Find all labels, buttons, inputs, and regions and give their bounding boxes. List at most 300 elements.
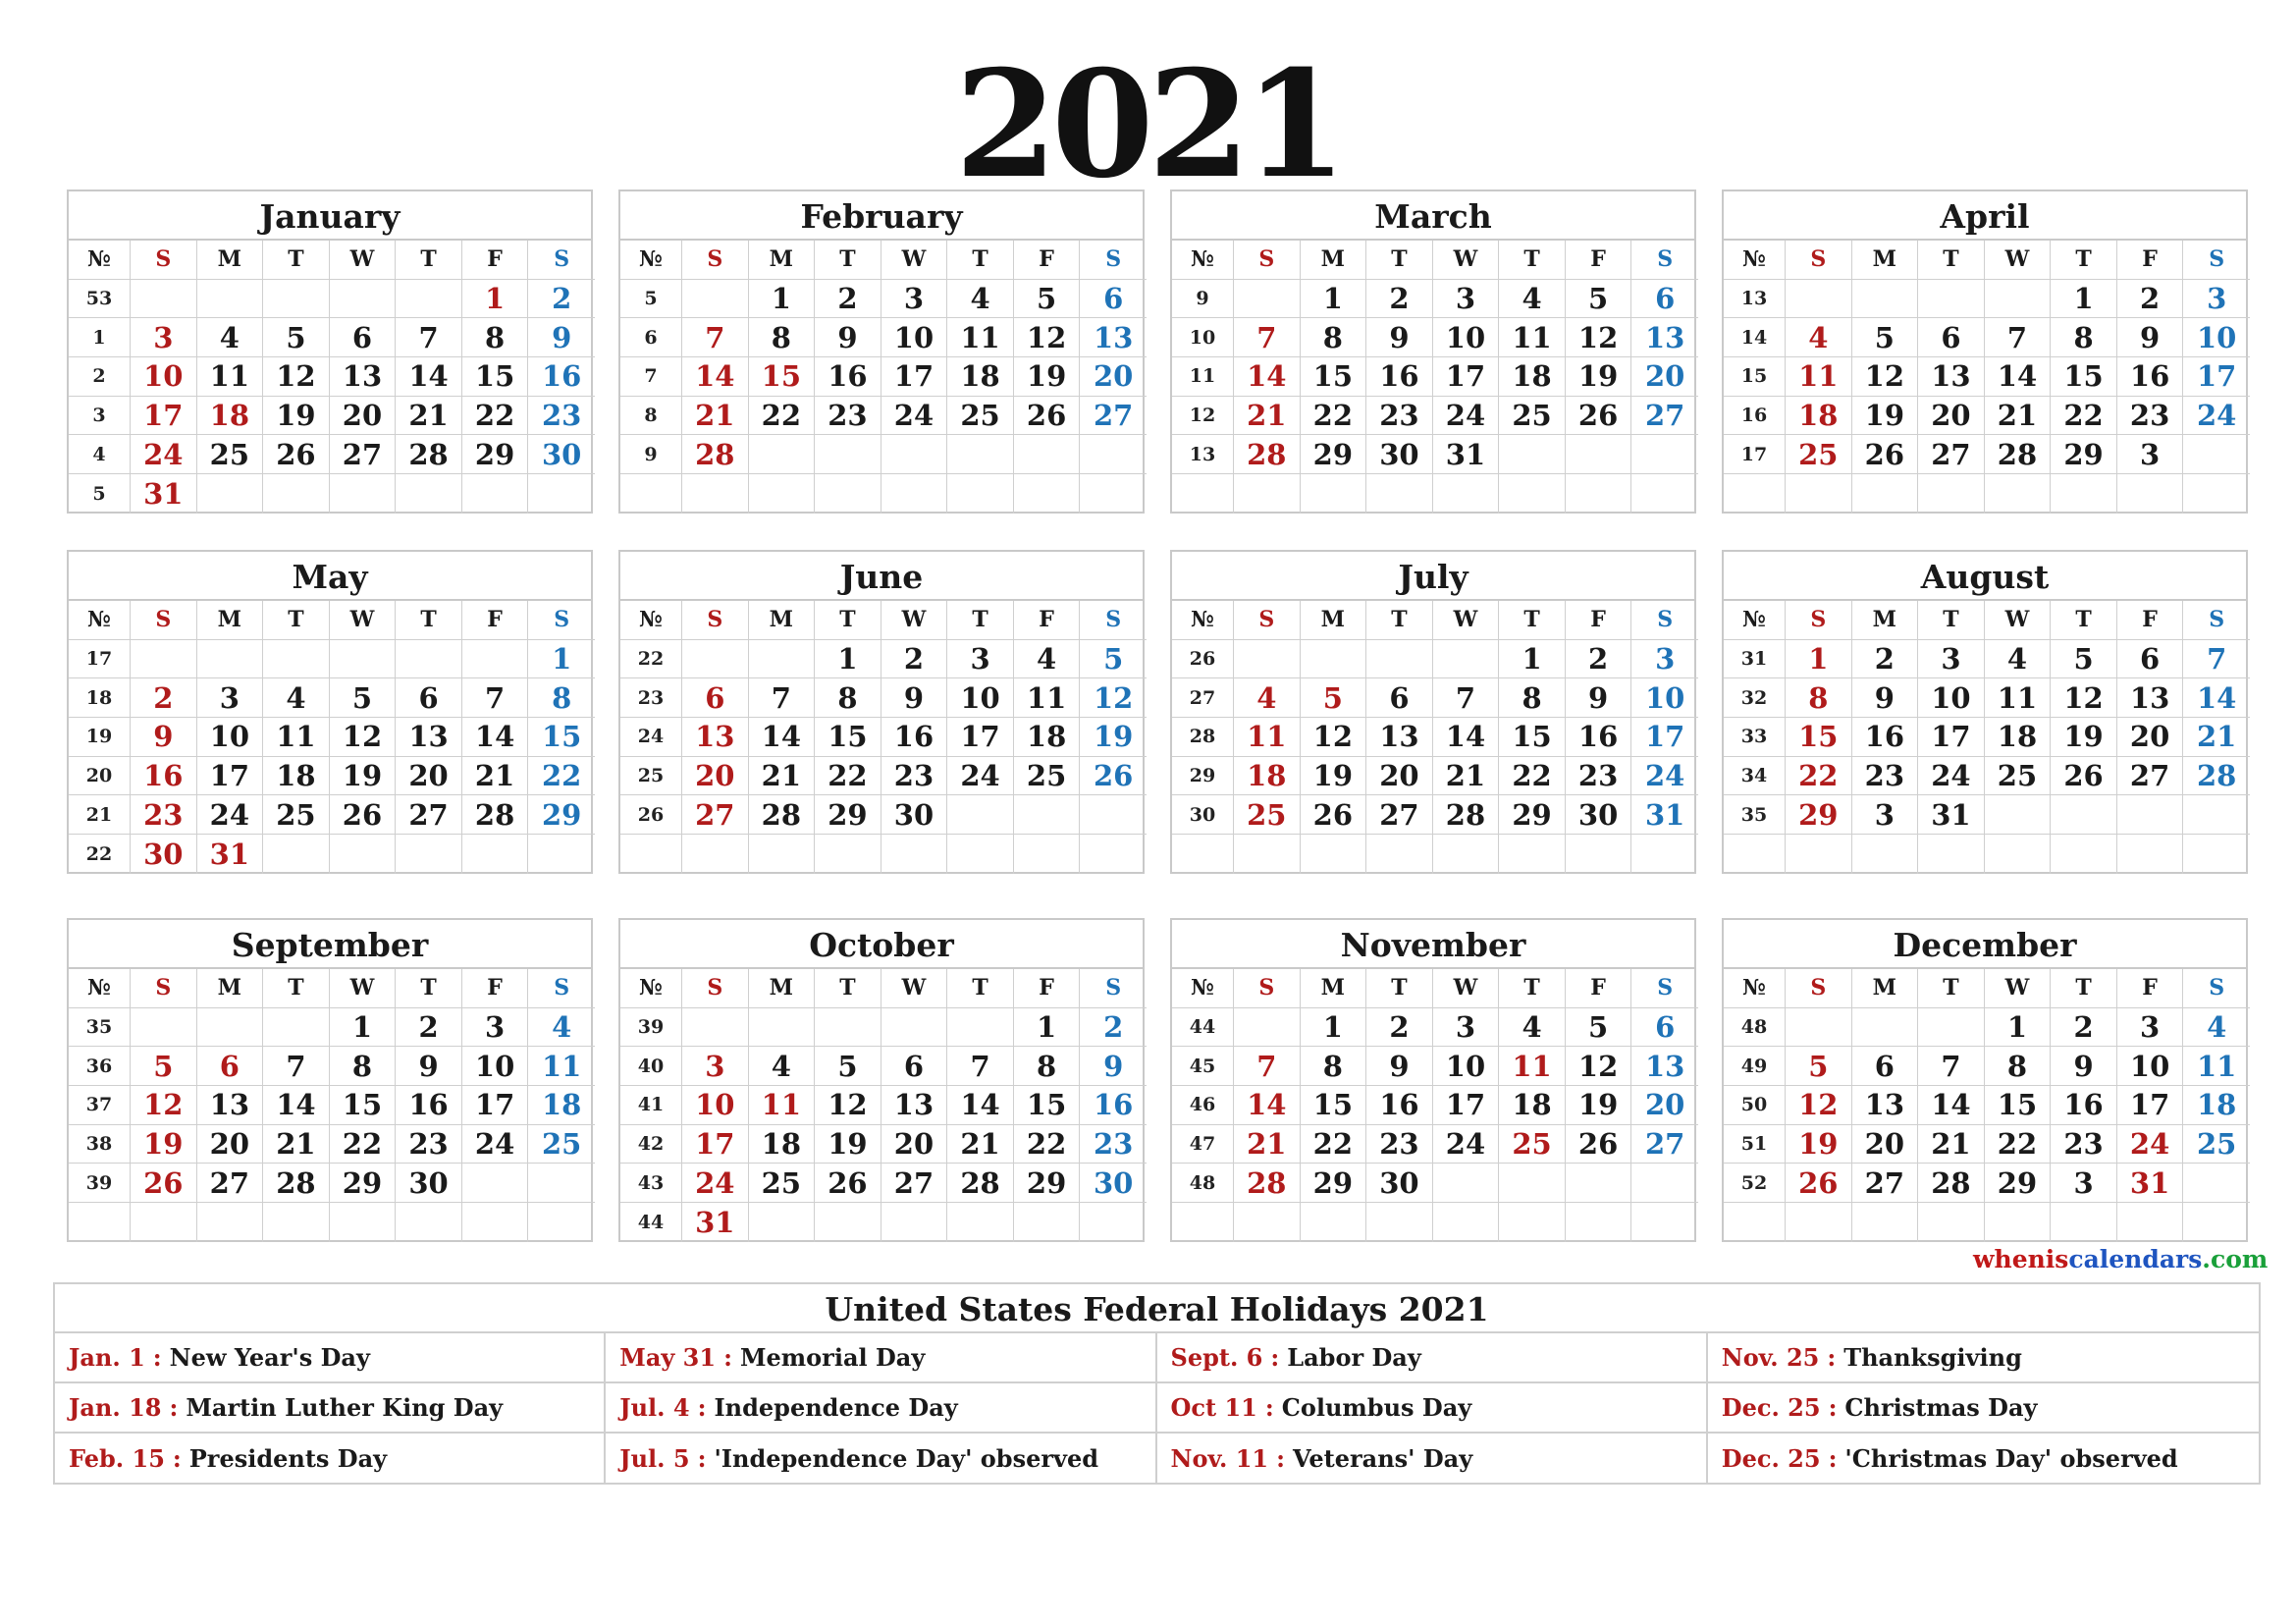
weekday-header: S bbox=[528, 241, 595, 280]
weekday-header: T bbox=[263, 601, 330, 640]
day-cell: 26 bbox=[131, 1164, 197, 1203]
day-cell: 23 bbox=[1366, 1125, 1433, 1164]
day-cell: 22 bbox=[749, 397, 816, 436]
weekday-header: S bbox=[1234, 601, 1301, 640]
week-number: 7 bbox=[620, 357, 682, 397]
day-cell: 26 bbox=[815, 1164, 881, 1203]
weekday-header: S bbox=[682, 601, 749, 640]
day-cell: 19 bbox=[2051, 718, 2117, 757]
day-cell: 12 bbox=[131, 1086, 197, 1125]
holiday-name: Labor Day bbox=[1287, 1343, 1421, 1372]
week-number: 50 bbox=[1724, 1086, 1786, 1125]
day-cell bbox=[131, 280, 197, 319]
day-cell: 19 bbox=[1566, 1086, 1632, 1125]
weekday-header: F bbox=[1566, 601, 1632, 640]
day-cell: 30 bbox=[131, 835, 197, 874]
day-cell: 19 bbox=[1852, 397, 1919, 436]
day-cell bbox=[396, 640, 462, 679]
day-cell bbox=[749, 1203, 816, 1242]
day-cell bbox=[131, 640, 197, 679]
day-cell: 23 bbox=[396, 1125, 462, 1164]
week-number: 23 bbox=[620, 678, 682, 718]
day-cell: 14 bbox=[462, 718, 529, 757]
day-cell: 26 bbox=[1852, 435, 1919, 474]
day-cell: 1 bbox=[528, 640, 595, 679]
month-november bbox=[1170, 918, 1696, 1242]
day-cell bbox=[1852, 474, 1919, 514]
weekday-header: W bbox=[330, 969, 397, 1008]
weekday-header: S bbox=[1234, 241, 1301, 280]
week-number: 40 bbox=[620, 1047, 682, 1086]
day-cell: 5 bbox=[1786, 1047, 1852, 1086]
holiday-date: May 31 bbox=[619, 1343, 717, 1372]
day-cell: 13 bbox=[1366, 718, 1433, 757]
weekday-header: F bbox=[1014, 969, 1081, 1008]
day-cell: 31 bbox=[2117, 1164, 2184, 1203]
month-grid bbox=[620, 241, 1143, 514]
day-cell: 19 bbox=[1566, 357, 1632, 397]
day-cell bbox=[1234, 474, 1301, 514]
day-cell: 16 bbox=[396, 1086, 462, 1125]
day-cell bbox=[1080, 1203, 1147, 1242]
day-cell: 9 bbox=[1566, 678, 1632, 718]
week-number: 13 bbox=[1172, 435, 1234, 474]
day-cell: 27 bbox=[2117, 757, 2184, 796]
day-cell: 9 bbox=[1080, 1047, 1147, 1086]
day-cell bbox=[1985, 474, 2052, 514]
day-cell: 19 bbox=[131, 1125, 197, 1164]
week-number-header: № bbox=[69, 601, 131, 640]
day-cell: 26 bbox=[2051, 757, 2117, 796]
day-cell bbox=[947, 795, 1014, 835]
day-cell: 17 bbox=[462, 1086, 529, 1125]
month-title: November bbox=[1172, 920, 1694, 969]
day-cell: 15 bbox=[749, 357, 816, 397]
month-august bbox=[1722, 550, 2248, 874]
day-cell bbox=[947, 435, 1014, 474]
weekday-header: W bbox=[1433, 969, 1500, 1008]
day-cell bbox=[2117, 1203, 2184, 1242]
holiday-item bbox=[606, 1333, 1156, 1383]
weekday-header: S bbox=[1080, 241, 1147, 280]
week-number: 38 bbox=[69, 1125, 131, 1164]
holiday-date: Jan. 1 bbox=[69, 1343, 145, 1372]
day-cell bbox=[1301, 640, 1367, 679]
day-cell: 4 bbox=[1786, 318, 1852, 357]
day-cell: 20 bbox=[396, 757, 462, 796]
day-cell: 10 bbox=[1433, 1047, 1500, 1086]
weekday-header: T bbox=[1918, 601, 1985, 640]
day-cell bbox=[528, 474, 595, 514]
day-cell: 2 bbox=[815, 280, 881, 319]
day-cell: 18 bbox=[2183, 1086, 2250, 1125]
day-cell: 11 bbox=[1499, 1047, 1566, 1086]
holiday-name: New Year's Day bbox=[169, 1343, 370, 1372]
day-cell: 4 bbox=[197, 318, 264, 357]
day-cell bbox=[1366, 835, 1433, 874]
month-title: February bbox=[620, 191, 1143, 241]
day-cell bbox=[1918, 280, 1985, 319]
day-cell: 24 bbox=[947, 757, 1014, 796]
month-grid bbox=[69, 601, 591, 874]
day-cell: 9 bbox=[881, 678, 948, 718]
month-february bbox=[618, 189, 1145, 514]
day-cell: 8 bbox=[330, 1047, 397, 1086]
day-cell: 6 bbox=[1631, 1008, 1698, 1048]
day-cell: 16 bbox=[1566, 718, 1632, 757]
day-cell bbox=[263, 640, 330, 679]
holiday-name: Presidents Day bbox=[188, 1444, 388, 1473]
day-cell: 10 bbox=[131, 357, 197, 397]
week-number-header: № bbox=[69, 969, 131, 1008]
day-cell: 28 bbox=[1985, 435, 2052, 474]
day-cell: 20 bbox=[1631, 357, 1698, 397]
day-cell: 27 bbox=[1080, 397, 1147, 436]
day-cell: 19 bbox=[1080, 718, 1147, 757]
week-number: 44 bbox=[620, 1203, 682, 1242]
week-number: 1 bbox=[69, 318, 131, 357]
day-cell bbox=[1301, 1203, 1367, 1242]
day-cell: 6 bbox=[330, 318, 397, 357]
week-number: 52 bbox=[1724, 1164, 1786, 1203]
month-december bbox=[1722, 918, 2248, 1242]
holiday-item bbox=[1157, 1434, 1708, 1484]
month-title: April bbox=[1724, 191, 2246, 241]
day-cell: 11 bbox=[2183, 1047, 2250, 1086]
day-cell bbox=[1433, 835, 1500, 874]
weekday-header: M bbox=[749, 969, 816, 1008]
day-cell: 30 bbox=[528, 435, 595, 474]
day-cell: 23 bbox=[1852, 757, 1919, 796]
day-cell: 7 bbox=[682, 318, 749, 357]
day-cell bbox=[396, 835, 462, 874]
day-cell: 29 bbox=[1786, 795, 1852, 835]
day-cell bbox=[947, 835, 1014, 874]
day-cell: 18 bbox=[947, 357, 1014, 397]
day-cell: 28 bbox=[682, 435, 749, 474]
day-cell: 10 bbox=[881, 318, 948, 357]
weekday-header: M bbox=[1852, 969, 1919, 1008]
weekday-header: M bbox=[1301, 601, 1367, 640]
week-number: 14 bbox=[1724, 318, 1786, 357]
day-cell bbox=[682, 280, 749, 319]
day-cell: 20 bbox=[1918, 397, 1985, 436]
day-cell: 18 bbox=[1786, 397, 1852, 436]
day-cell: 11 bbox=[749, 1086, 816, 1125]
weekday-header: W bbox=[330, 241, 397, 280]
day-cell: 30 bbox=[1080, 1164, 1147, 1203]
day-cell: 10 bbox=[1631, 678, 1698, 718]
day-cell: 21 bbox=[1985, 397, 2052, 436]
day-cell: 18 bbox=[1234, 757, 1301, 796]
day-cell: 29 bbox=[330, 1164, 397, 1203]
day-cell: 1 bbox=[2051, 280, 2117, 319]
weekday-header: S bbox=[2183, 601, 2250, 640]
month-september bbox=[67, 918, 593, 1242]
day-cell: 9 bbox=[1852, 678, 1919, 718]
day-cell: 3 bbox=[2183, 280, 2250, 319]
day-cell: 30 bbox=[1366, 435, 1433, 474]
day-cell: 8 bbox=[749, 318, 816, 357]
day-cell: 1 bbox=[749, 280, 816, 319]
day-cell bbox=[330, 835, 397, 874]
day-cell bbox=[1786, 474, 1852, 514]
week-number-header: № bbox=[1172, 969, 1234, 1008]
day-cell bbox=[131, 1203, 197, 1242]
day-cell bbox=[2183, 835, 2250, 874]
day-cell bbox=[682, 474, 749, 514]
day-cell: 24 bbox=[881, 397, 948, 436]
month-title: August bbox=[1724, 552, 2246, 601]
week-number: 22 bbox=[620, 640, 682, 679]
day-cell: 12 bbox=[263, 357, 330, 397]
weekday-header: S bbox=[2183, 969, 2250, 1008]
day-cell: 29 bbox=[462, 435, 529, 474]
weekday-header: T bbox=[947, 969, 1014, 1008]
day-cell: 16 bbox=[815, 357, 881, 397]
weekday-header: W bbox=[1433, 601, 1500, 640]
day-cell: 22 bbox=[1499, 757, 1566, 796]
day-cell: 12 bbox=[815, 1086, 881, 1125]
day-cell: 5 bbox=[1301, 678, 1367, 718]
month-title: March bbox=[1172, 191, 1694, 241]
day-cell: 18 bbox=[528, 1086, 595, 1125]
day-cell: 27 bbox=[1918, 435, 1985, 474]
day-cell: 31 bbox=[1631, 795, 1698, 835]
day-cell: 5 bbox=[1080, 640, 1147, 679]
day-cell: 13 bbox=[2117, 678, 2184, 718]
holiday-separator: : bbox=[1828, 1393, 1838, 1422]
day-cell: 22 bbox=[462, 397, 529, 436]
day-cell: 13 bbox=[881, 1086, 948, 1125]
day-cell: 8 bbox=[1499, 678, 1566, 718]
day-cell: 4 bbox=[1014, 640, 1081, 679]
week-number: 48 bbox=[1724, 1008, 1786, 1048]
year-title: 2021 bbox=[954, 38, 1342, 211]
day-cell: 16 bbox=[528, 357, 595, 397]
weekday-header: S bbox=[682, 241, 749, 280]
holidays-table bbox=[53, 1282, 2261, 1485]
day-cell bbox=[1499, 474, 1566, 514]
day-cell bbox=[197, 1203, 264, 1242]
holiday-name: Columbus Day bbox=[1281, 1393, 1472, 1422]
day-cell: 19 bbox=[1786, 1125, 1852, 1164]
day-cell: 23 bbox=[131, 795, 197, 835]
day-cell bbox=[815, 474, 881, 514]
weekday-header: S bbox=[528, 969, 595, 1008]
day-cell: 7 bbox=[947, 1047, 1014, 1086]
day-cell bbox=[330, 280, 397, 319]
day-cell: 14 bbox=[749, 718, 816, 757]
day-cell: 29 bbox=[1301, 435, 1367, 474]
day-cell: 2 bbox=[528, 280, 595, 319]
week-number: 5 bbox=[69, 474, 131, 514]
day-cell: 5 bbox=[2051, 640, 2117, 679]
day-cell bbox=[1852, 1008, 1919, 1048]
day-cell: 11 bbox=[263, 718, 330, 757]
day-cell bbox=[2051, 835, 2117, 874]
day-cell: 23 bbox=[2051, 1125, 2117, 1164]
day-cell: 24 bbox=[197, 795, 264, 835]
day-cell: 19 bbox=[815, 1125, 881, 1164]
day-cell bbox=[528, 1164, 595, 1203]
day-cell: 19 bbox=[263, 397, 330, 436]
day-cell: 25 bbox=[1234, 795, 1301, 835]
day-cell: 3 bbox=[682, 1047, 749, 1086]
week-number: 51 bbox=[1724, 1125, 1786, 1164]
week-number: 41 bbox=[620, 1086, 682, 1125]
day-cell bbox=[1852, 280, 1919, 319]
week-number: 11 bbox=[1172, 357, 1234, 397]
day-cell: 1 bbox=[1499, 640, 1566, 679]
day-cell: 27 bbox=[682, 795, 749, 835]
day-cell: 18 bbox=[1014, 718, 1081, 757]
holiday-date: Feb. 15 bbox=[69, 1444, 165, 1473]
day-cell: 25 bbox=[947, 397, 1014, 436]
day-cell bbox=[1234, 1203, 1301, 1242]
day-cell bbox=[330, 1203, 397, 1242]
month-title: September bbox=[69, 920, 591, 969]
day-cell: 2 bbox=[2117, 280, 2184, 319]
weekday-header: T bbox=[1366, 969, 1433, 1008]
day-cell bbox=[131, 1008, 197, 1048]
day-cell: 9 bbox=[1366, 1047, 1433, 1086]
day-cell bbox=[1499, 435, 1566, 474]
day-cell: 20 bbox=[330, 397, 397, 436]
week-number: 9 bbox=[620, 435, 682, 474]
weekday-header: S bbox=[1631, 601, 1698, 640]
day-cell: 13 bbox=[330, 357, 397, 397]
day-cell bbox=[1631, 835, 1698, 874]
week-number: 21 bbox=[69, 795, 131, 835]
day-cell: 21 bbox=[1433, 757, 1500, 796]
day-cell: 2 bbox=[1852, 640, 1919, 679]
day-cell: 17 bbox=[1918, 718, 1985, 757]
day-cell: 2 bbox=[2051, 1008, 2117, 1048]
day-cell bbox=[1918, 474, 1985, 514]
day-cell: 27 bbox=[1631, 1125, 1698, 1164]
weekday-header: S bbox=[131, 969, 197, 1008]
day-cell: 23 bbox=[1080, 1125, 1147, 1164]
day-cell bbox=[1234, 280, 1301, 319]
day-cell: 5 bbox=[330, 678, 397, 718]
month-october bbox=[618, 918, 1145, 1242]
day-cell bbox=[1499, 1164, 1566, 1203]
day-cell: 21 bbox=[682, 397, 749, 436]
website-link[interactable] bbox=[1973, 1245, 2269, 1273]
holiday-name: Thanksgiving bbox=[1843, 1343, 2022, 1372]
day-cell: 14 bbox=[396, 357, 462, 397]
weekday-header: T bbox=[1499, 601, 1566, 640]
day-cell: 31 bbox=[1918, 795, 1985, 835]
day-cell: 14 bbox=[682, 357, 749, 397]
week-number: 5 bbox=[620, 280, 682, 319]
day-cell: 4 bbox=[1985, 640, 2052, 679]
day-cell bbox=[263, 1203, 330, 1242]
day-cell: 6 bbox=[1366, 678, 1433, 718]
day-cell: 19 bbox=[1014, 357, 1081, 397]
week-number: 26 bbox=[620, 795, 682, 835]
weekday-header: T bbox=[815, 601, 881, 640]
week-number: 49 bbox=[1724, 1047, 1786, 1086]
week-number-header: № bbox=[1724, 601, 1786, 640]
day-cell: 8 bbox=[1985, 1047, 2052, 1086]
day-cell: 12 bbox=[1852, 357, 1919, 397]
day-cell: 9 bbox=[1366, 318, 1433, 357]
weekday-header: T bbox=[2051, 601, 2117, 640]
week-number: 29 bbox=[1172, 757, 1234, 796]
day-cell: 13 bbox=[682, 718, 749, 757]
day-cell: 15 bbox=[1786, 718, 1852, 757]
day-cell: 12 bbox=[1786, 1086, 1852, 1125]
day-cell bbox=[1631, 435, 1698, 474]
day-cell bbox=[2117, 474, 2184, 514]
weekday-header: S bbox=[1786, 601, 1852, 640]
day-cell: 22 bbox=[330, 1125, 397, 1164]
day-cell bbox=[1631, 474, 1698, 514]
day-cell: 4 bbox=[263, 678, 330, 718]
holiday-date: Jul. 5 bbox=[619, 1444, 690, 1473]
day-cell: 29 bbox=[1499, 795, 1566, 835]
day-cell: 22 bbox=[1985, 1125, 2052, 1164]
month-title: July bbox=[1172, 552, 1694, 601]
day-cell bbox=[1234, 640, 1301, 679]
day-cell bbox=[1234, 835, 1301, 874]
website-part-2: calendars bbox=[2068, 1245, 2203, 1273]
holiday-item bbox=[1708, 1434, 2259, 1484]
day-cell bbox=[1566, 835, 1632, 874]
day-cell: 19 bbox=[1301, 757, 1367, 796]
day-cell bbox=[749, 640, 816, 679]
day-cell: 2 bbox=[881, 640, 948, 679]
day-cell bbox=[1985, 1203, 2052, 1242]
day-cell: 13 bbox=[1852, 1086, 1919, 1125]
day-cell: 21 bbox=[1234, 1125, 1301, 1164]
day-cell: 2 bbox=[1566, 640, 1632, 679]
day-cell: 27 bbox=[1631, 397, 1698, 436]
week-number: 45 bbox=[1172, 1047, 1234, 1086]
day-cell: 23 bbox=[1566, 757, 1632, 796]
day-cell: 18 bbox=[263, 757, 330, 796]
day-cell bbox=[815, 835, 881, 874]
day-cell: 21 bbox=[396, 397, 462, 436]
day-cell: 16 bbox=[1366, 357, 1433, 397]
day-cell bbox=[749, 1008, 816, 1048]
week-number-header: № bbox=[69, 241, 131, 280]
day-cell bbox=[263, 474, 330, 514]
month-march bbox=[1170, 189, 1696, 514]
holiday-date: Jul. 4 bbox=[619, 1393, 690, 1422]
day-cell: 28 bbox=[1234, 435, 1301, 474]
month-june bbox=[618, 550, 1145, 874]
day-cell: 22 bbox=[2051, 397, 2117, 436]
day-cell: 23 bbox=[815, 397, 881, 436]
day-cell bbox=[1080, 435, 1147, 474]
day-cell: 1 bbox=[330, 1008, 397, 1048]
day-cell: 18 bbox=[1499, 357, 1566, 397]
day-cell: 2 bbox=[131, 678, 197, 718]
day-cell: 31 bbox=[197, 835, 264, 874]
week-number-header: № bbox=[1724, 241, 1786, 280]
day-cell: 24 bbox=[1631, 757, 1698, 796]
day-cell: 12 bbox=[1566, 318, 1632, 357]
day-cell bbox=[1433, 474, 1500, 514]
week-number: 17 bbox=[69, 640, 131, 679]
day-cell: 21 bbox=[2183, 718, 2250, 757]
day-cell: 1 bbox=[815, 640, 881, 679]
day-cell bbox=[2183, 435, 2250, 474]
week-number: 9 bbox=[1172, 280, 1234, 319]
